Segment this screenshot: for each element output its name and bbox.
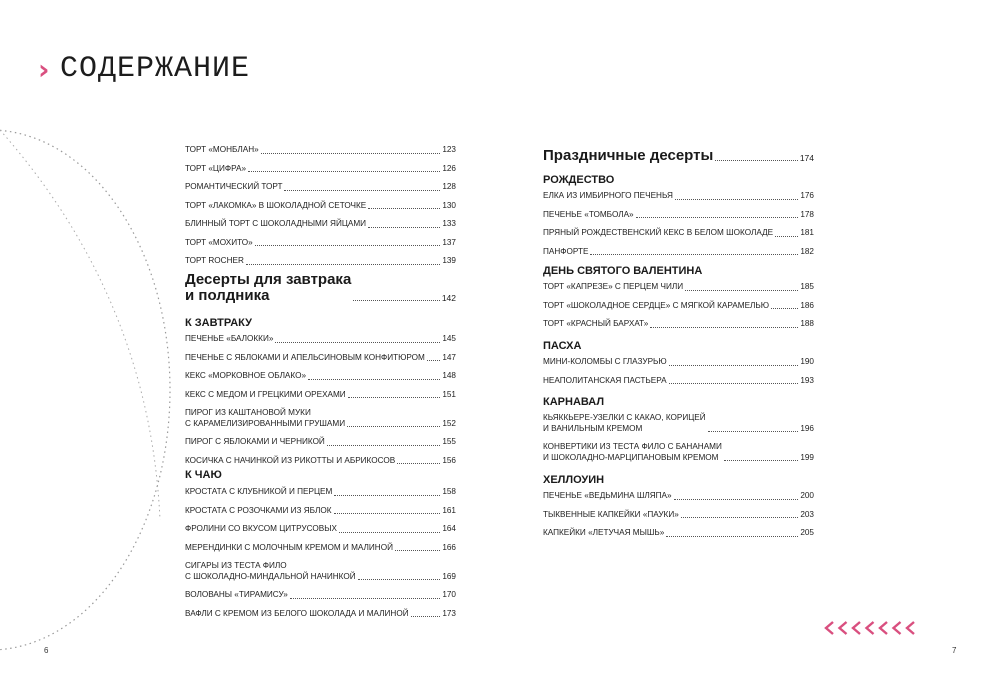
leader-dots	[708, 431, 799, 432]
leader-dots	[397, 463, 440, 464]
toc-entry-title: КЕКС «МОРКОВНОЕ ОБЛАКО»	[185, 371, 306, 380]
toc-subsection-title: К ЗАВТРАКУ	[185, 317, 252, 329]
toc-entry[interactable]	[185, 201, 456, 212]
toc-section-title: Десерты для завтрака и полдника	[185, 271, 352, 304]
leader-dots	[590, 254, 798, 255]
toc-entry-title: ТОРТ ROCHER	[185, 256, 244, 265]
toc-entry-page: 190	[800, 357, 814, 366]
toc-entry[interactable]	[543, 491, 814, 502]
toc-entry[interactable]	[185, 561, 456, 582]
toc-entry[interactable]	[185, 456, 456, 467]
toc-entry-title: ТОРТ «КАПРЕЗЕ» С ПЕРЦЕМ ЧИЛИ	[543, 282, 684, 291]
toc-entry-page: 188	[800, 319, 814, 328]
leader-dots	[681, 517, 799, 518]
toc-entry-page: 148	[442, 371, 456, 380]
toc-entry[interactable]	[543, 357, 814, 368]
toc-entry-title: РОМАНТИЧЕСКИЙ ТОРТ	[185, 182, 283, 191]
toc-entry-page: 186	[800, 300, 814, 310]
toc-entry-page: 145	[442, 334, 456, 343]
toc-entry-title: ТОРТ «ЦИФРА»	[185, 163, 247, 173]
toc-entry-title: ПАНФОРТЕ	[543, 246, 589, 256]
toc-entry-title: КРОСТАТА С КЛУБНИКОЙ И ПЕРЦЕМ	[185, 487, 333, 496]
page-number-right: 7	[952, 646, 957, 655]
toc-entry[interactable]	[185, 256, 456, 267]
toc-entry[interactable]	[185, 353, 456, 364]
toc-entry-page: 130	[442, 200, 456, 210]
leader-dots	[248, 171, 440, 172]
leader-dots	[669, 383, 799, 384]
leader-dots	[246, 264, 440, 265]
toc-entry[interactable]	[185, 506, 456, 517]
leader-dots	[348, 397, 441, 398]
toc-entry-page: 196	[800, 423, 814, 433]
leader-dots	[290, 598, 440, 599]
toc-entry-page: 193	[800, 375, 814, 385]
toc-entry-title: ПЕЧЕНЬЕ С ЯБЛОКАМИ И АПЕЛЬСИНОВЫМ КОНФИТЮРОМ	[185, 352, 425, 362]
toc-entry[interactable]	[185, 219, 456, 230]
toc-entry-page: 170	[442, 590, 456, 599]
chevron-left-icon	[840, 622, 847, 634]
toc-subsection-title: К ЧАЮ	[185, 469, 222, 481]
toc-entry-title: ПЕЧЕНЬЕ «ВЕДЬМИНА ШЛЯПА»	[543, 491, 672, 500]
toc-entry[interactable]	[543, 301, 814, 312]
toc-entry[interactable]	[543, 413, 814, 434]
leader-dots	[395, 550, 440, 551]
leader-dots	[685, 290, 798, 291]
toc-entry-page: 158	[442, 487, 456, 496]
leader-dots	[284, 190, 440, 191]
leader-dots	[650, 327, 798, 328]
toc-entry[interactable]	[543, 442, 814, 463]
leader-dots	[669, 365, 799, 366]
toc-left-column	[185, 0, 456, 693]
toc-entry[interactable]	[185, 371, 456, 382]
toc-entry-title: ФРОЛИНИ СО ВКУСОМ ЦИТРУСОВЫХ	[185, 524, 337, 533]
toc-entry-title: ТОРТ «ШОКОЛАДНОЕ СЕРДЦЕ» С МЯГКОЙ КАРАМЕЛЬЮ	[543, 300, 770, 310]
toc-entry-page: 128	[442, 182, 456, 191]
toc-entry-page: 139	[442, 256, 456, 265]
toc-right-column	[543, 0, 814, 693]
chevron-left-icon	[880, 622, 887, 634]
toc-entry-title: ПРЯНЫЙ РОЖДЕСТВЕНСКИЙ КЕКС В БЕЛОМ ШОКОЛАДЕ	[543, 228, 774, 237]
toc-entry-page: 185	[800, 282, 814, 291]
toc-entry[interactable]	[185, 390, 456, 401]
toc-entry[interactable]	[185, 543, 456, 554]
toc-subsection-title: КАРНАВАЛ	[543, 396, 605, 408]
toc-entry-title: СИГАРЫ ИЗ ТЕСТА ФИЛО С ШОКОЛАДНО-МИНДАЛЬНОЙ НАЧИНКОЙ	[185, 561, 356, 581]
toc-entry[interactable]	[543, 510, 814, 521]
toc-entry-page: 169	[442, 571, 456, 581]
toc-entry-page: 133	[442, 219, 456, 228]
toc-entry[interactable]	[543, 228, 814, 239]
toc-entry-page: 199	[800, 452, 814, 462]
toc-entry-title: КЕКС С МЕДОМ И ГРЕЦКИМИ ОРЕХАМИ	[185, 389, 346, 399]
leader-dots	[427, 360, 440, 361]
chevron-left-icon	[853, 622, 860, 634]
leader-dots	[358, 579, 441, 580]
leader-dots	[308, 379, 440, 380]
toc-entry-title: ВАФЛИ С КРЕМОМ ИЗ БЕЛОГО ШОКОЛАДА И МАЛИНОЙ	[185, 608, 409, 618]
toc-entry-title: КЬЯККЬЕРЕ-УЗЕЛКИ С КАКАО, КОРИЦЕЙ И ВАНИЛЬНЫМ КРЕМОМ	[543, 413, 706, 433]
leader-dots	[771, 308, 798, 309]
toc-entry-title: КРОСТАТА С РОЗОЧКАМИ ИЗ ЯБЛОК	[185, 505, 332, 515]
leader-dots	[334, 495, 440, 496]
decorative-dotted-arc	[0, 0, 200, 693]
page-title: СОДЕРЖАНИЕ	[60, 52, 251, 86]
toc-entry-title: БЛИННЫЙ ТОРТ С ШОКОЛАДНЫМИ ЯЙЦАМИ	[185, 219, 367, 228]
toc-entry-page: 151	[442, 389, 456, 399]
decorative-chevrons-icon	[822, 620, 922, 641]
toc-entry-title: КАПКЕЙКИ «ЛЕТУЧАЯ МЫШЬ»	[543, 528, 665, 537]
toc-entry-title: ТОРТ «ЛАКОМКА» В ШОКОЛАДНОЙ СЕТОЧКЕ	[185, 200, 367, 210]
toc-entry-title: ТОРТ «МОНБЛАН»	[185, 145, 259, 154]
toc-entry-page: 205	[800, 528, 814, 537]
leader-dots	[674, 499, 799, 500]
toc-entry-page: 156	[442, 455, 456, 465]
leader-dots	[411, 616, 441, 617]
toc-entry-title: ПИРОГ С ЯБЛОКАМИ И ЧЕРНИКОЙ	[185, 437, 325, 446]
leader-dots	[339, 532, 440, 533]
toc-entry-title: КОНВЕРТИКИ ИЗ ТЕСТА ФИЛО С БАНАНАМИ И ШОКОЛАДНО-МАРЦИПАНОВЫМ КРЕМОМ	[543, 442, 722, 462]
toc-entry-title: ПЕЧЕНЬЕ «БАЛОККИ»	[185, 334, 274, 343]
leader-dots	[675, 199, 798, 200]
toc-entry[interactable]	[185, 590, 456, 601]
toc-entry-title: ЕЛКА ИЗ ИМБИРНОГО ПЕЧЕНЬЯ	[543, 191, 673, 200]
toc-entry[interactable]	[543, 191, 814, 202]
toc-entry-title: ТОРТ «КРАСНЫЙ БАРХАТ»	[543, 319, 649, 328]
toc-entry[interactable]	[185, 145, 456, 156]
toc-subsection-title: ДЕНЬ СВЯТОГО ВАЛЕНТИНА	[543, 265, 703, 277]
leader-dots	[368, 208, 440, 209]
toc-entry[interactable]	[185, 164, 456, 175]
leader-dots	[347, 426, 440, 427]
toc-entry-title: ТЫКВЕННЫЕ КАПКЕЙКИ «ПАУКИ»	[543, 509, 679, 519]
toc-subsection-title: ПАСХА	[543, 340, 582, 352]
toc-entry-title: ПИРОГ ИЗ КАШТАНОВОЙ МУКИ С КАРАМЕЛИЗИРОВАННЫМИ ГРУШАМИ	[185, 408, 346, 428]
leader-dots	[353, 300, 440, 301]
toc-entry-title: МЕРЕНДИНКИ С МОЛОЧНЫМ КРЕМОМ И МАЛИНОЙ	[185, 542, 393, 552]
toc-entry-page: 164	[442, 524, 456, 533]
leader-dots	[666, 536, 798, 537]
toc-entry-page: 161	[442, 505, 456, 515]
toc-entry[interactable]	[543, 319, 814, 330]
leader-dots	[327, 445, 441, 446]
toc-section-page: 142	[441, 293, 456, 303]
toc-entry-page: 126	[442, 163, 456, 173]
page-number-left: 6	[44, 646, 49, 655]
toc-entry[interactable]	[185, 334, 456, 345]
toc-section[interactable]	[543, 148, 814, 164]
toc-entry-page: 181	[800, 228, 814, 237]
leader-dots	[368, 227, 440, 228]
toc-entry-page: 182	[800, 246, 814, 256]
toc-entry-title: НЕАПОЛИТАНСКАЯ ПАСТЬЕРА	[543, 375, 667, 385]
leader-dots	[334, 513, 441, 514]
toc-entry[interactable]	[185, 182, 456, 193]
chevron-left-icon	[826, 622, 833, 634]
toc-entry-page: 155	[442, 437, 456, 446]
toc-entry-page: 147	[442, 352, 456, 362]
toc-entry[interactable]	[543, 528, 814, 539]
chevron-left-icon	[894, 622, 901, 634]
toc-entry-title: ПЕЧЕНЬЕ «ТОМБОЛА»	[543, 209, 634, 219]
toc-entry-page: 166	[442, 542, 456, 552]
toc-entry-title: ВОЛОВАНЫ «ТИРАМИСУ»	[185, 590, 288, 599]
toc-entry[interactable]	[185, 487, 456, 498]
toc-section[interactable]	[185, 272, 456, 304]
toc-entry[interactable]	[185, 524, 456, 535]
toc-entry-title: КОСИЧКА С НАЧИНКОЙ ИЗ РИКОТТЫ И АБРИКОСОВ	[185, 455, 396, 465]
toc-entry[interactable]	[543, 376, 814, 387]
toc-entry[interactable]	[543, 282, 814, 293]
leader-dots	[636, 217, 799, 218]
toc-entry-page: 173	[442, 608, 456, 618]
toc-entry[interactable]	[543, 247, 814, 258]
toc-entry[interactable]	[185, 609, 456, 620]
toc-entry-title: МИНИ-КОЛОМБЫ С ГЛАЗУРЬЮ	[543, 357, 667, 366]
toc-entry-page: 203	[800, 509, 814, 519]
toc-entry-page: 200	[800, 491, 814, 500]
leader-dots	[255, 245, 441, 246]
leader-dots	[275, 342, 440, 343]
toc-entry-page: 176	[800, 191, 814, 200]
leader-dots	[715, 160, 798, 161]
toc-entry[interactable]	[543, 210, 814, 221]
toc-entry-page: 123	[442, 145, 456, 154]
toc-entry[interactable]	[185, 238, 456, 249]
chevron-left-icon	[867, 622, 874, 634]
toc-entry-page: 137	[442, 237, 456, 247]
toc-entry-title: ТОРТ «МОХИТО»	[185, 237, 253, 247]
toc-entry-page: 152	[442, 418, 456, 428]
title-chevron-icon: ›	[38, 53, 50, 86]
toc-entry[interactable]	[185, 408, 456, 429]
chevron-left-icon	[907, 622, 914, 634]
leader-dots	[261, 153, 441, 154]
toc-entry[interactable]	[185, 437, 456, 448]
leader-dots	[724, 460, 798, 461]
toc-section-page: 174	[799, 153, 814, 163]
toc-section-title: Праздничные десерты	[543, 147, 714, 164]
toc-subsection-title: РОЖДЕСТВО	[543, 174, 615, 186]
toc-subsection-title: ХЕЛЛОУИН	[543, 474, 605, 486]
leader-dots	[775, 236, 798, 237]
toc-entry-page: 178	[800, 209, 814, 219]
